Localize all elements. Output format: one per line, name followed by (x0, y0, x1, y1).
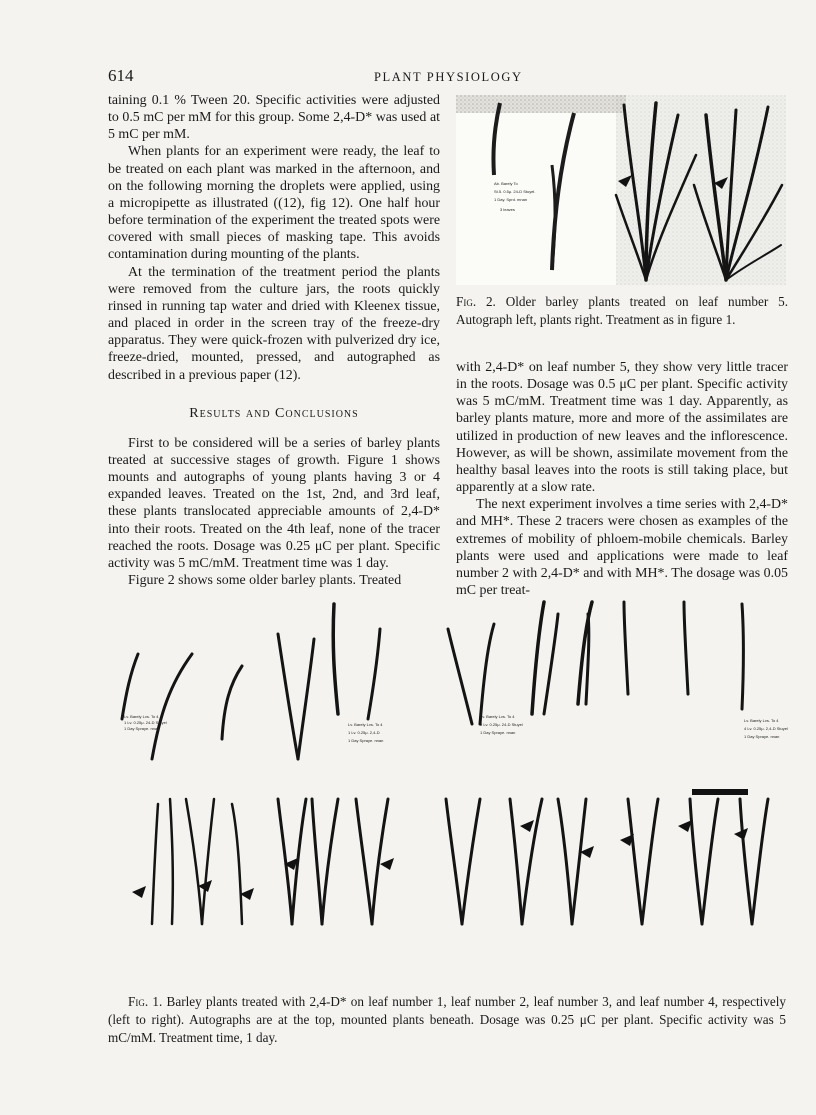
figure-1-label-line: 3 Lv. 0.25μ. 24-D Stuyel (480, 722, 523, 727)
figure-1-label-line: 1 Day Spraye. nnan (348, 738, 384, 743)
figure-2-label-line: St.5. 0.5μ. 24-D Stuyel. (494, 189, 536, 194)
figure-1-label: Fig. 1. (128, 994, 163, 1009)
figure-1-label-line: 4 Lv. 0.25μ. 2,4-D Stuyel (744, 726, 788, 731)
figure-1-label-line: 1 Day Spraye. nnan (124, 726, 160, 731)
paragraph: At the termination of the treatment period the plants were removed from the culture jars, the roots quickly rinsed in running tap water and dried with Kleenex tissue, and placed in order in the screen tray of the freeze-dry apparatus. They were quick-frozen with pulverized dry ice, freeze-dried, mounted, pressed, and autographed as described in a previous paper (12). (108, 264, 440, 383)
figure-2-caption (456, 293, 788, 328)
figure-2-label-line: 3 leaves (500, 207, 515, 212)
figure-2-photo (456, 95, 786, 285)
figure-1-label-line: 1 Day Spraye. nnan (480, 730, 516, 735)
figure-1-label-line: 1 Day Spraye. nnan (744, 734, 780, 739)
figure-1-caption-text: Barley plants treated with 2,4-D* on leaf number 1, leaf number 2, leaf number 3, and leaf number 4, respectively (left to right). Autographs are at the top, mounted plants beneath. Dosage was 0.25 μC per plant. Specific activity was 5 mC/mM. Treatment time, 1 day. (108, 994, 786, 1045)
left-column (108, 92, 440, 589)
paragraph: taining 0.1 % Tween 20. Specific activities were adjusted to 0.5 mC per mM for this group. Some 2,4-D* was used at 5 mC per mM. (108, 93, 440, 143)
paragraph: When plants for an experiment were ready, the leaf to be treated on each plant was marked in the afternoon, and on the following morning the droplets were applied, using a micropipette as illustrated ((12), fig 12). One half hour before termination of the experiment the treated spots were covered with small pieces of masking tape. This avoids contamination during mounting of the plants. (108, 144, 440, 263)
figure-2-caption-text: Older barley plants treated on leaf number 5. Autograph left, plants right. Treatment as in figure 1. (456, 294, 788, 327)
figure-1-photo (112, 594, 788, 982)
figure-1-label-line: Lv. Barely Lvs. To 4 (480, 714, 515, 719)
page-number: 614 (108, 66, 134, 85)
running-head: PLANT PHYSIOLOGY (374, 70, 523, 84)
paragraph: with 2,4-D* on leaf number 5, they show very little tracer in the roots. Dosage was 0.5 μC per plant. Specific activity was 5 mC/mM. Treatment time was 1 day. Apparently, as barley plants mature, more and more of the assimilates are utilized in production of new leaves and the inflorescence. However, as will be shown, assimilate movement from the healthy basal leaves into the roots is still taking place, but apparently at a slow rate. (456, 360, 788, 496)
paragraph: Figure 2 shows some older barley plants. Treated (128, 573, 402, 589)
figure-1-image (112, 594, 788, 982)
figure-2-label-line: Ab. Barely To (494, 181, 518, 186)
figure-1-caption (108, 993, 786, 1047)
figure-1-label-line: Lv. Barely Lvs. To 4 (124, 714, 159, 719)
figure-1-label-line: 1 Lv. 0.25μ. 2,4-D (348, 730, 380, 735)
figure-2-label-line: 1 Day. Sprd. mnan (494, 197, 528, 202)
figure-1-label-line: Lv. Barely Lvs. To 4 (348, 722, 383, 727)
figure-2-label: Fig. 2. (456, 294, 496, 309)
figure-1-label-line: Lv. Barely Lvs. To 4 (744, 718, 779, 723)
paragraph: First to be considered will be a series of barley plants treated at successive stages of growth. Figure 1 shows mounts and autographs of young plants having 3 or 4 expanded leaves. Treated on the 1st, 2nd, and 3rd leaf, these plants translocated appreciable amounts of 2,4-D* into their roots. Treated on the 4th leaf, none of the tracer reached the roots. Dosage was 0.25 μC per plant. Specific activity was 5 mC/mM. Treatment time was 1 day. (108, 435, 440, 571)
paragraph: The next experiment involves a time series with 2,4-D* and MH*. These 2 tracers were chosen as examples of the extremes of mobility of phloem-mobile chemicals. Barley plants were used and applications were made to leaf number 2 with 2,4-D* and with MH*. The dosage was 0.05 mC per treat- (456, 497, 788, 599)
figure-2-image (456, 95, 786, 285)
figure-1-label-line: 1 Lv. 0.25μ. 24-D Stuyel (124, 720, 167, 725)
right-column (456, 359, 788, 599)
section-heading: Results and Conclusions (189, 405, 359, 421)
